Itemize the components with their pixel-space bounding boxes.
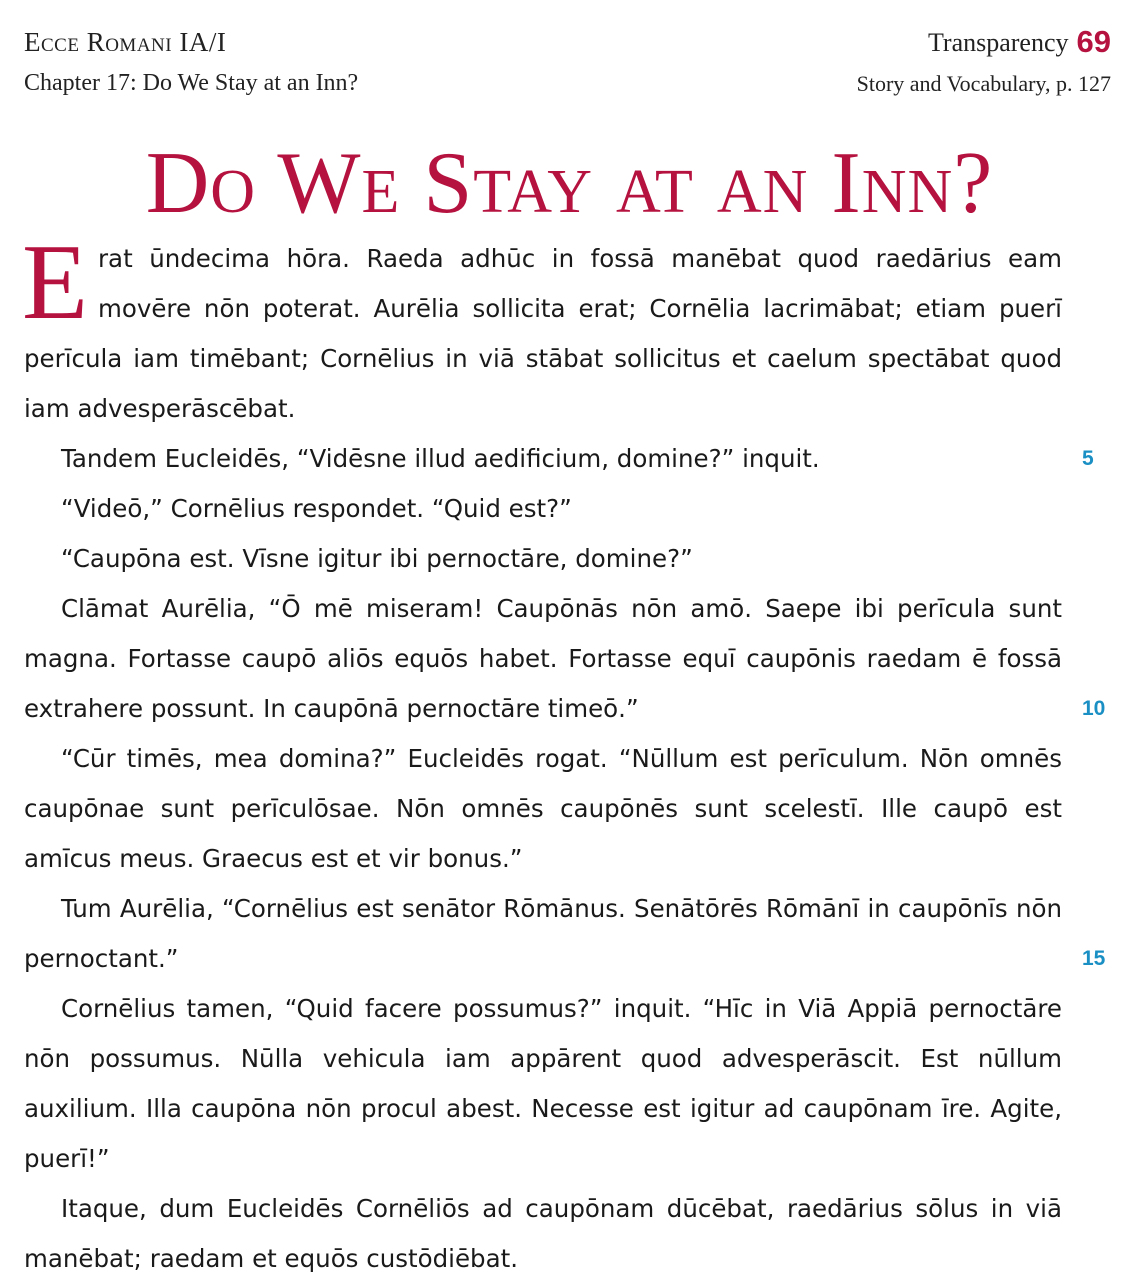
story-paragraph-6: “Cūr timēs, mea domina?” Eucleidēs rogat. “Nūllum est perīculum. Nōn omnēs caupōnae sunt perīculōsae. Nōn omnēs caupōnēs sunt scelestī. Ille caupō est amīcus meus. Graecus est et vir bonus.” [24, 744, 1062, 873]
story-paragraph-5: Clāmat Aurēlia, “Ō mē miseram! Caupōnās nōn amō. Saepe ibi perīcula sunt magna. Fortasse caupō aliōs equōs habet. Fortasse equī caupōnis raedam ē fossā extrahere possunt. In caupōnā pernoctāre timeō.” [24, 594, 1062, 723]
book-title: Ecce Romani IA/I [24, 27, 227, 57]
story-paragraph-9: Itaque, dum Eucleidēs Cornēliōs ad caupōnam dūcēbat, raedārius sōlus in viā manēbat; raedam et equōs custōdiēbat. [24, 1194, 1062, 1273]
line-number-5: 5 [1082, 447, 1094, 470]
story-paragraph-7: Tum Aurēlia, “Cornēlius est senātor Rōmānus. Senātōrēs Rōmānī in caupōnīs nōn pernoctant.” [24, 894, 1062, 973]
story-paragraph-1 [22, 223, 1062, 434]
paragraph-text: rat ūndecima hōra. Raeda adhūc in fossā manēbat quod raedārius eam movēre nōn poterat. Aurēlia sollicita erat; Cornēlia lacrimābat; etiam puerī perīcula iam timēbant; Cornēlius in viā stābat sollicitus et caelum spectābat quod iam advesperāscēbat. [24, 244, 1062, 423]
story-title: Do We Stay at an Inn? [145, 135, 994, 232]
transparency-heading [857, 24, 1111, 60]
transparency-label: Transparency [927, 28, 1069, 57]
header-left [24, 24, 358, 98]
story-text [22, 223, 1062, 1284]
story-paragraph-3: “Videō,” Cornēlius respondet. “Quid est?” [61, 494, 572, 523]
line-number-15: 15 [1082, 947, 1106, 970]
transparency-number: 69 [1076, 24, 1111, 59]
drop-cap: E [22, 223, 88, 342]
header-right [857, 24, 1111, 98]
page-reference: Story and Vocabulary, p. 127 [856, 71, 1111, 96]
line-number-10: 10 [1082, 697, 1106, 720]
chapter-title: Chapter 17: Do We Stay at an Inn? [24, 70, 359, 96]
story-paragraph-2: Tandem Eucleidēs, “Vidēsne illud aedificium, domine?” inquit. [61, 444, 820, 473]
story-paragraph-4: “Caupōna est. Vīsne igitur ibi pernoctāre, domine?” [61, 544, 693, 573]
story-paragraph-8: Cornēlius tamen, “Quid facere possumus?” inquit. “Hīc in Viā Appiā pernoctāre nōn possumus. Nūlla vehicula iam appārent quod advesperāscit. Est nūllum auxilium. Illa caupōna nōn procul abest. Necesse est igitur ad caupōnam īre. Agite, puerī!” [24, 994, 1062, 1173]
